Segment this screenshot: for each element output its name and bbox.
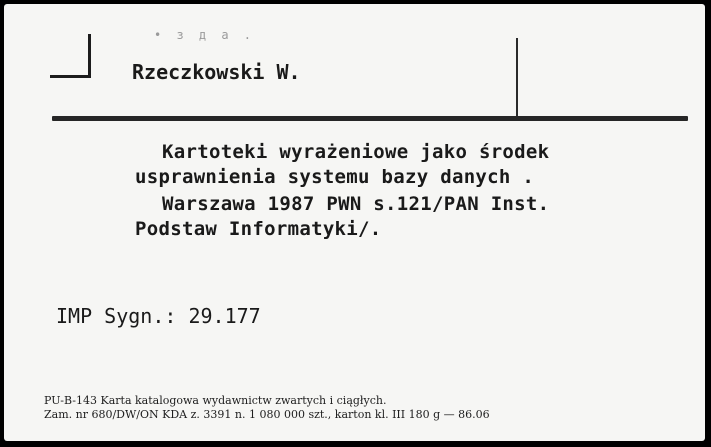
faint-header-marks: • з д а .	[154, 28, 256, 42]
header-rule	[52, 116, 688, 121]
card-body-line: usprawnienia systemu bazy danych .	[135, 166, 535, 188]
form-footer-line: Zam. nr 680/DW/ON KDA z. 3391 n. 1 080 000 szt., karton kl. III 180 g — 86.06	[44, 408, 490, 421]
card-body-line: Podstaw Informatyki/.	[135, 218, 382, 240]
header-column-divider	[516, 38, 518, 118]
card-body-line: Kartoteki wyrażeniowe jako środek	[162, 141, 550, 163]
form-footer-line: PU-B-143 Karta katalogowa wydawnictw zwartych i ciągłych.	[44, 394, 387, 407]
card-body-line: Warszawa 1987 PWN s.121/PAN Inst.	[162, 193, 550, 215]
card-author: Rzeczkowski W.	[132, 60, 301, 84]
catalog-card	[4, 4, 705, 441]
corner-mark-vertical	[88, 34, 91, 78]
call-number: IMP Sygn.: 29.177	[56, 304, 261, 328]
corner-mark-horizontal	[50, 75, 91, 78]
